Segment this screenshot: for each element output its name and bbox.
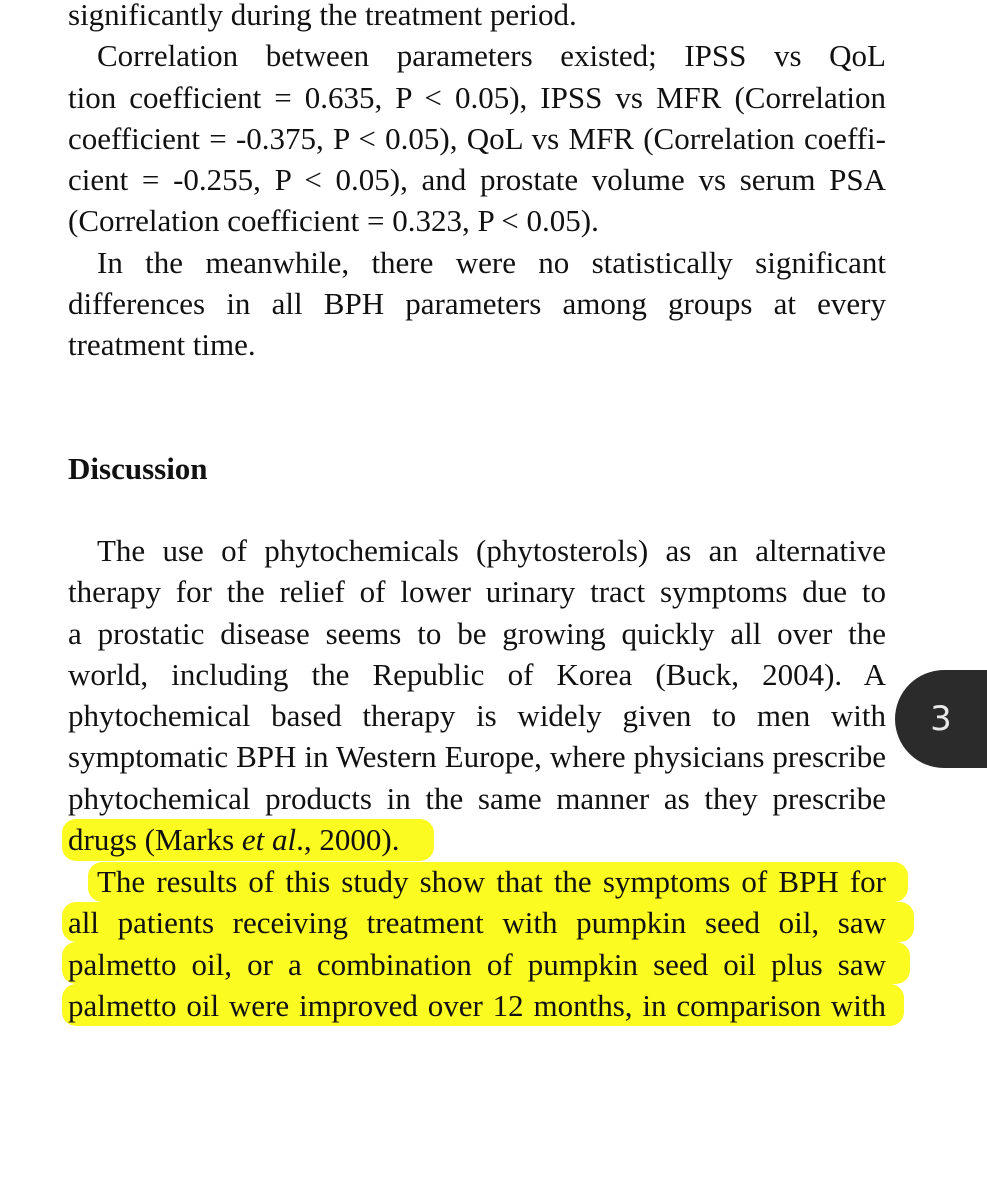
highlighted-line: palmetto oil, or a combination of pumpkin seed oil plus saw: [68, 946, 886, 982]
text-line: differences in all BPH parameters among groups at every: [68, 286, 886, 322]
italic-text: et al: [241, 822, 297, 858]
text-fragment: drugs (Marks: [68, 822, 242, 858]
text-line: tion coefficient = 0.635, P < 0.05), IPSS vs MFR (Correlation: [68, 79, 886, 115]
discussion-paragraph-1: [68, 530, 886, 860]
highlighted-line: The results of this study show that the symptoms of BPH for: [97, 864, 886, 899]
text-line: In the meanwhile, there were no statistically significant: [97, 244, 886, 280]
section-heading: Discussion: [68, 451, 208, 486]
text-fragment: ., 2000).: [296, 822, 400, 858]
text-line: The use of phytochemicals (phytosterols) as an alternative: [97, 533, 886, 568]
citation-line: [68, 819, 886, 860]
text-line: therapy for the relief of lower urinary tract symptoms due to: [68, 574, 886, 610]
text-line: coefficient = -0.375, P < 0.05), QoL vs MFR (Correlation coeffi-: [68, 120, 886, 156]
text-line: (Correlation coefficient = 0.323, P < 0.05).: [68, 203, 599, 239]
text-line: phytochemical based therapy is widely given to men with: [68, 698, 886, 734]
text-line: symptomatic BPH in Western Europe, where physicians prescribe: [68, 739, 886, 775]
highlighted-line: palmetto oil were improved over 12 months, in comparison with: [68, 987, 886, 1023]
highlighted-line: all patients receiving treatment with pumpkin seed oil, saw: [68, 905, 886, 941]
text-line: Correlation between parameters existed; IPSS vs QoL: [97, 38, 886, 74]
text-line: a prostatic disease seems to be growing quickly all over the: [68, 615, 886, 651]
text-line: treatment time.: [68, 327, 256, 363]
discussion-paragraph-2: [68, 861, 886, 1026]
text-line: phytochemical products in the same manner as they prescribe: [68, 780, 886, 816]
results-section: [68, 0, 886, 366]
text-line: world, including the Republic of Korea (Buck, 2004). A: [68, 656, 886, 692]
text-line: cient = -0.255, P < 0.05), and prostate volume vs serum PSA: [68, 162, 886, 198]
text-line: significantly during the treatment period.: [68, 0, 577, 32]
page-number-badge[interactable]: 3: [895, 670, 987, 768]
